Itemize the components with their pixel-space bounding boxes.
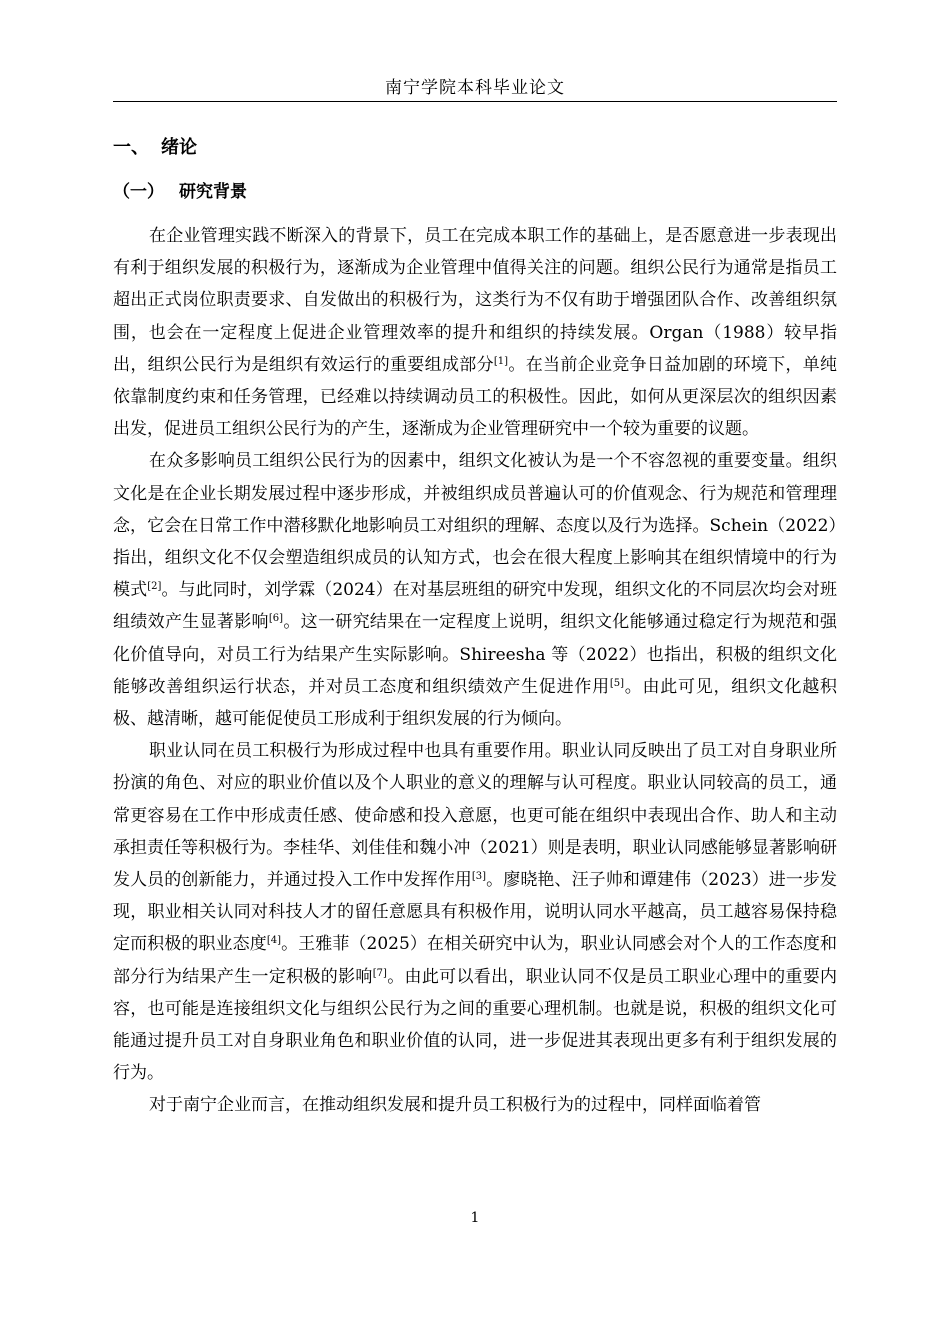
citation-ref: [1] — [493, 355, 509, 367]
paragraph-1 — [113, 220, 837, 445]
subsection-title: 研究背景 — [179, 182, 247, 202]
text-run: 对于南宁企业而言，在推动组织发展和提升员工积极行为的过程中，同样面临着管 — [149, 1095, 761, 1116]
page-number: 1 — [470, 1210, 480, 1226]
text-run: 。王雅菲（2025）在相关研究中认为，职业认同感会对个人的工作态度和部分行为结果产生一定积极的影响 — [113, 934, 838, 987]
section-heading — [113, 134, 197, 162]
header-divider — [113, 101, 837, 102]
text-run: 在企业管理实践不断深入的背景下，员工在完成本职工作的基础上，是否愿意进一步表现出有利于组织发展的积极行为，逐渐成为企业管理中值得关注的问题。组织公民行为通常是指员工超出正式岗位职责要求、自发做出的积极行为，这类行为不仅有助于增强团队合作、改善组织氛围，也会在一定程度上促进企业管理效率的提升和组织的持续发展。Organ（1988）较早指出，组织公民行为是组织有效运行的重要组成部分 — [113, 226, 837, 375]
section-title: 绪论 — [161, 137, 197, 158]
running-header: 南宁学院本科毕业论文 — [385, 78, 565, 98]
citation-ref: [7] — [372, 967, 387, 979]
citation-ref: [6] — [268, 613, 283, 625]
text-run: 。由此可见，组织文化越积极、越清晰，越可能促使员工形成利于组织发展的行为倾向。 — [113, 676, 838, 730]
text-run: 在众多影响员工组织公民行为的因素中，组织文化被认为是一个不容忽视的重要变量。组织文化是在企业长期发展过程中逐步形成，并被组织成员普遍认可的价值观念、行为规范和管理理念，它会在日常工作中潜移默化地影响员工对组织的理解、态度以及行为选择。Schein（2022）指出，组织文化不仅会塑造组织成员的认知方式，也会在很大程度上影响其在组织情境中的行为模式 — [113, 451, 837, 601]
text-run: 。廖晓艳、汪子帅和谭建伟（2023）进一步发现，职业相关认同对科技人才的留任意愿具有积极作用，说明认同水平越高，员工越容易保持稳定而积极的职业态度 — [113, 870, 838, 955]
section-number: 一、 — [113, 137, 149, 158]
subsection-heading — [113, 178, 247, 206]
subsection-number: （一） — [113, 182, 164, 202]
paragraph-3 — [113, 735, 837, 1089]
citation-ref: [5] — [609, 677, 625, 689]
text-run: 。这一研究结果在一定程度上说明，组织文化能够通过稳定行为规范和强化价值导向，对员工行为结果产生实际影响。Shireesha 等（2022）也指出，积极的组织文化能够改善组织运行状态，并对员工态度和组织绩效产生促进作用 — [113, 612, 838, 697]
paragraph-2 — [113, 445, 837, 735]
citation-ref: [3] — [471, 871, 487, 883]
paragraph-4 — [113, 1089, 837, 1121]
citation-ref: [2] — [147, 581, 162, 593]
citation-ref: [4] — [266, 935, 281, 947]
body-text — [113, 220, 837, 1122]
text-run: 职业认同在员工积极行为形成过程中也具有重要作用。职业认同反映出了员工对自身职业所扮演的角色、对应的职业价值以及个人职业的意义的理解与认可程度。职业认同较高的员工，通常更容易在工作中形成责任感、使命感和投入意愿，也更可能在组织中表现出合作、助人和主动承担责任等积极行为。李桂华、刘佳佳和魏小冲（2021）则是表明，职业认同感能够显著影响研发人员的创新能力，并通过投入工作中发挥作用 — [113, 741, 837, 891]
text-run: 。由此可以看出，职业认同不仅是员工职业心理中的重要内容，也可能是连接组织文化与组织公民行为之间的重要心理机制。也就是说，积极的组织文化可能通过提升员工对自身职业角色和职业价值的认同，进一步促进其表现出更多有利于组织发展的行为。 — [113, 966, 838, 1084]
text-run: 。在当前企业竞争日益加剧的环境下，单纯依靠制度约束和任务管理，已经难以持续调动员工的积极性。因此，如何从更深层次的组织因素出发，促进员工组织公民行为的产生，逐渐成为企业管理研究中一个较为重要的议题。 — [113, 354, 838, 440]
text-run: 。与此同时，刘学霖（2024）在对基层班组的研究中发现，组织文化的不同层次均会对班组绩效产生显著影响 — [113, 580, 838, 633]
